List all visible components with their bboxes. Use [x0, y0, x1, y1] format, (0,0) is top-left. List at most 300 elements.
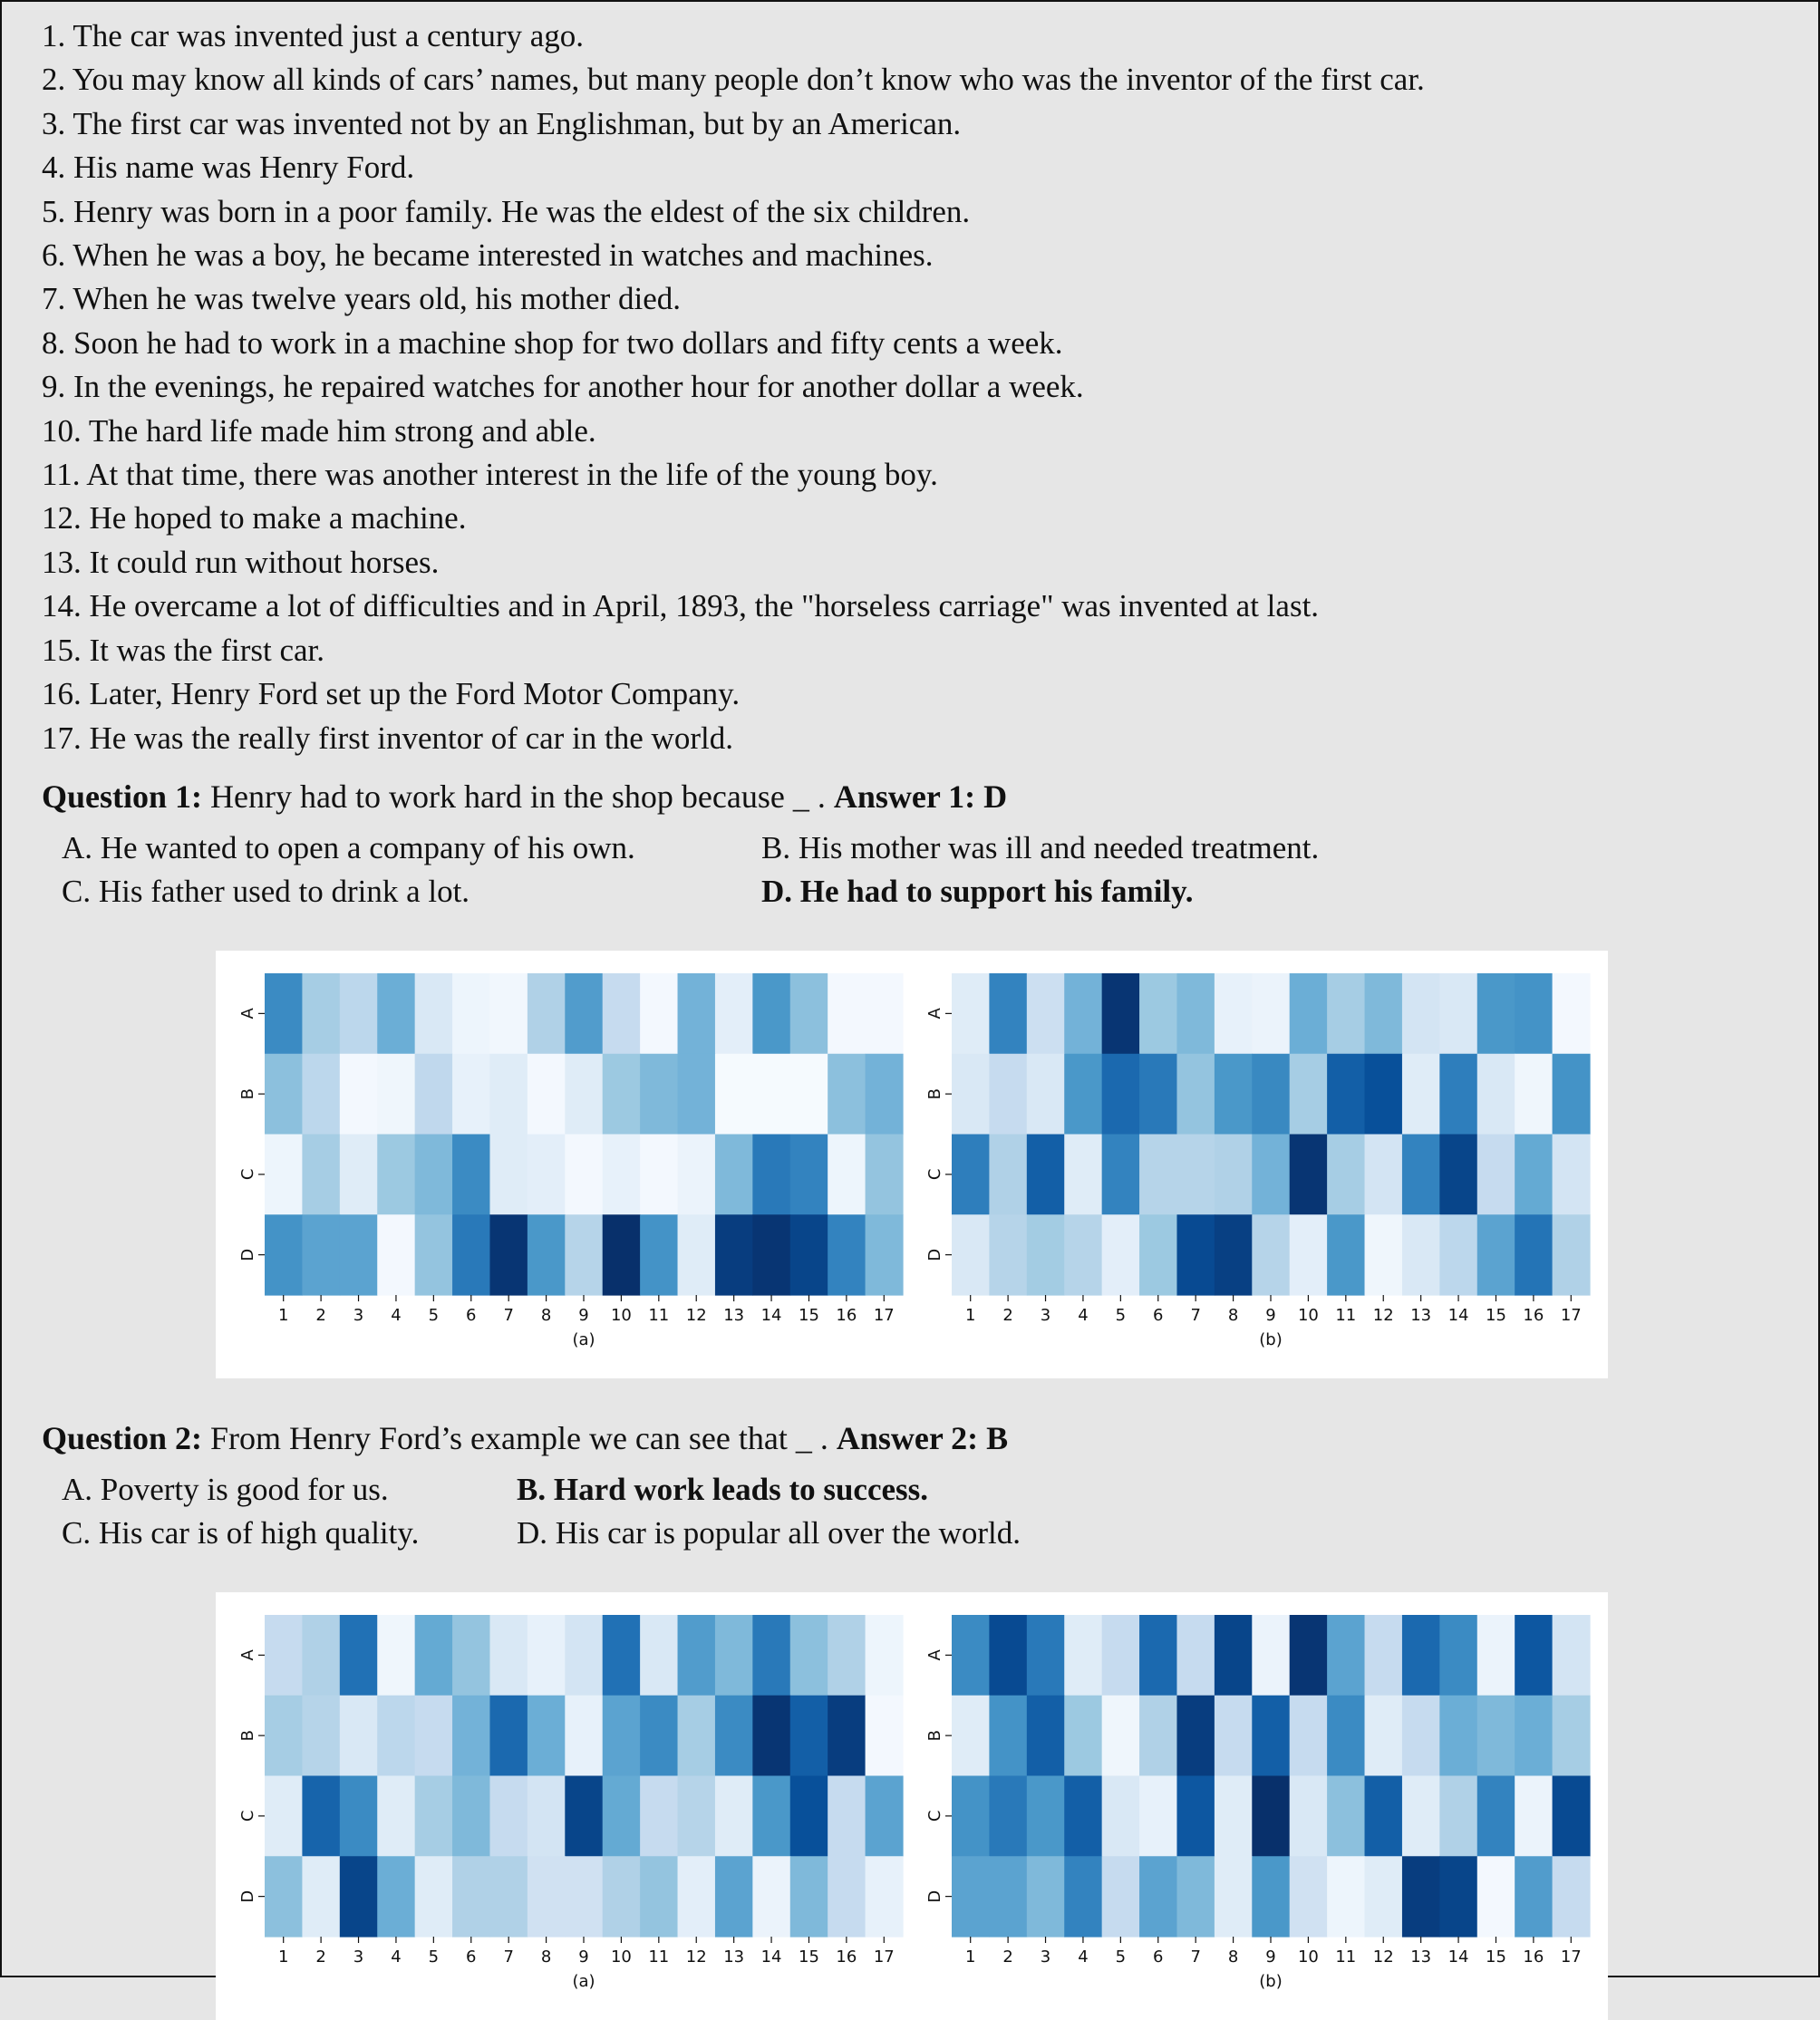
q1-b-cell-D-17: [1553, 1214, 1591, 1295]
q1-b-cell-B-13: [1402, 1054, 1440, 1135]
q2-b-heatmap: [925, 1615, 1591, 1991]
q2-a-cell-A-8: [528, 1615, 566, 1696]
question-2-answer: Answer 2: B: [836, 1420, 1009, 1456]
heatmap-figure-question-1: [216, 951, 1608, 1378]
q1-a-col-label-3: 3: [353, 1306, 364, 1325]
q2-a-cell-C-11: [640, 1776, 678, 1857]
q2-a-cell-C-8: [528, 1776, 566, 1857]
q1-b-col-label-4: 4: [1078, 1306, 1089, 1325]
q1-a-cell-A-5: [415, 973, 453, 1054]
q1-a-cell-D-11: [640, 1214, 678, 1295]
q1-b-cell-C-5: [1102, 1135, 1140, 1215]
q2-b-cell-D-16: [1515, 1856, 1553, 1937]
question-2-text: From Henry Ford’s example we can see that _ .: [210, 1420, 828, 1456]
q2-b-col-label-15: 15: [1486, 1948, 1506, 1967]
q2-b-cell-C-14: [1439, 1776, 1477, 1857]
q1-a-cell-C-2: [302, 1135, 340, 1215]
q2-b-cell-A-16: [1515, 1615, 1553, 1696]
q2-b-cell-A-2: [989, 1615, 1027, 1696]
q2-a-cell-B-1: [265, 1696, 303, 1776]
q1-a-cell-C-14: [752, 1135, 790, 1215]
q1-b-row-label-C: C: [925, 1168, 944, 1181]
q1-a-col-label-8: 8: [540, 1306, 552, 1325]
q1-a-col-label-16: 16: [836, 1306, 857, 1325]
question-1-text: Henry had to work hard in the shop because _ .: [210, 778, 826, 815]
q2-b-cell-B-1: [952, 1696, 990, 1776]
q2-a-cell-A-4: [377, 1615, 415, 1696]
q1-a-col-label-12: 12: [685, 1306, 707, 1325]
q2-a-cell-B-3: [340, 1696, 378, 1776]
q1-a-cell-A-6: [452, 973, 490, 1054]
question-2-label: Question 2:: [42, 1420, 203, 1456]
q1-b-cell-C-16: [1515, 1135, 1553, 1215]
q2-b-col-label-11: 11: [1335, 1948, 1357, 1967]
q1-b-cell-C-7: [1176, 1135, 1215, 1215]
q1-a-cell-C-16: [828, 1135, 866, 1215]
q2-b-cell-D-8: [1215, 1856, 1253, 1937]
q1-b-cell-C-9: [1252, 1135, 1290, 1215]
q2-a-panel-caption: (a): [572, 1972, 595, 1991]
sentence-7: 7. When he was twelve years old, his mother died.: [42, 281, 682, 317]
q2-b-cell-B-12: [1365, 1696, 1403, 1776]
q2-a-col-label-13: 13: [723, 1948, 745, 1967]
q2-a-cell-C-15: [790, 1776, 828, 1857]
question-1-option-b: B. His mother was ill and needed treatment.: [761, 830, 1320, 865]
q1-b-cell-C-3: [1027, 1135, 1065, 1215]
q1-b-cell-B-8: [1215, 1054, 1253, 1135]
q2-a-cell-A-2: [302, 1615, 340, 1696]
q2-b-cell-C-8: [1215, 1776, 1253, 1857]
q1-b-cell-B-15: [1477, 1054, 1515, 1135]
q1-a-col-label-13: 13: [723, 1306, 745, 1325]
figure-question-1: [216, 951, 1608, 1378]
q2-a-cell-D-13: [715, 1856, 753, 1937]
q1-a-cell-B-11: [640, 1054, 678, 1135]
q2-a-cell-B-11: [640, 1696, 678, 1776]
question-2-option-b-correct: B. Hard work leads to success.: [517, 1472, 929, 1507]
q1-a-cell-D-16: [828, 1214, 866, 1295]
q2-b-cell-B-6: [1139, 1696, 1177, 1776]
q1-a-cell-B-1: [265, 1054, 303, 1135]
q2-b-col-label-10: 10: [1297, 1948, 1319, 1967]
q1-b-cell-A-12: [1365, 973, 1403, 1054]
q2-b-cell-D-15: [1477, 1856, 1515, 1937]
q1-a-cell-B-12: [678, 1054, 716, 1135]
q1-a-col-label-4: 4: [391, 1306, 402, 1325]
q1-b-cell-B-16: [1515, 1054, 1553, 1135]
q2-a-cell-A-6: [452, 1615, 490, 1696]
sentence-1: 1. The car was invented just a century ago.: [42, 18, 585, 53]
q1-a-cell-A-10: [603, 973, 641, 1054]
q2-a-cell-D-10: [603, 1856, 641, 1937]
q1-b-cell-C-15: [1477, 1135, 1515, 1215]
q2-a-cell-A-16: [828, 1615, 866, 1696]
q2-a-cell-D-16: [828, 1856, 866, 1937]
q2-b-cell-A-14: [1439, 1615, 1477, 1696]
q2-a-cell-C-9: [565, 1776, 603, 1857]
q2-b-cell-C-5: [1102, 1776, 1140, 1857]
q1-b-cell-A-3: [1027, 973, 1065, 1054]
sentence-5: 5. Henry was born in a poor family. He was the eldest of the six children.: [42, 193, 971, 229]
q1-b-col-label-2: 2: [1002, 1306, 1013, 1325]
q1-a-cell-A-1: [265, 973, 303, 1054]
q2-b-cell-B-7: [1176, 1696, 1215, 1776]
q2-b-cell-C-9: [1252, 1776, 1290, 1857]
q1-a-cell-B-17: [866, 1054, 904, 1135]
q2-a-cell-B-4: [377, 1696, 415, 1776]
q2-a-cell-C-7: [489, 1776, 528, 1857]
q2-b-col-label-9: 9: [1265, 1948, 1276, 1967]
q2-b-cell-D-9: [1252, 1856, 1290, 1937]
question-1-option-d-correct: D. He had to support his family.: [761, 874, 1194, 909]
q1-b-col-label-8: 8: [1227, 1306, 1239, 1325]
q2-a-cell-A-14: [752, 1615, 790, 1696]
q1-a-cell-B-2: [302, 1054, 340, 1135]
q1-b-cell-A-9: [1252, 973, 1290, 1054]
sentence-2: 2. You may know all kinds of cars’ names, but many people don’t know who was the inventor of the first car.: [42, 62, 1425, 98]
q1-b-cell-A-1: [952, 973, 990, 1054]
q1-b-cell-B-2: [989, 1054, 1027, 1135]
q2-b-row-label-C: C: [925, 1810, 944, 1822]
q2-a-cell-B-17: [866, 1696, 904, 1776]
q1-b-cell-D-10: [1290, 1214, 1328, 1295]
q2-a-cell-A-10: [603, 1615, 641, 1696]
q2-a-row-label-C: C: [238, 1810, 257, 1822]
q2-b-cell-C-7: [1176, 1776, 1215, 1857]
q2-b-cell-A-1: [952, 1615, 990, 1696]
q2-a-cell-B-13: [715, 1696, 753, 1776]
q1-a-cell-C-4: [377, 1135, 415, 1215]
q2-a-cell-D-5: [415, 1856, 453, 1937]
q1-a-cell-D-10: [603, 1214, 641, 1295]
q1-b-cell-C-12: [1365, 1135, 1403, 1215]
q2-b-col-label-3: 3: [1040, 1948, 1051, 1967]
q1-b-cell-A-13: [1402, 973, 1440, 1054]
q1-b-cell-B-11: [1327, 1054, 1365, 1135]
q2-b-cell-C-12: [1365, 1776, 1403, 1857]
q2-b-cell-D-5: [1102, 1856, 1140, 1937]
q2-b-col-label-5: 5: [1115, 1948, 1127, 1967]
q2-a-cell-D-17: [866, 1856, 904, 1937]
q1-b-cell-C-8: [1215, 1135, 1253, 1215]
q1-a-cell-B-4: [377, 1054, 415, 1135]
q1-b-col-label-6: 6: [1153, 1306, 1164, 1325]
sentence-12: 12. He hoped to make a machine.: [42, 500, 467, 536]
q2-a-col-label-10: 10: [610, 1948, 632, 1967]
q1-b-cell-B-14: [1439, 1054, 1477, 1135]
q2-b-cell-C-10: [1290, 1776, 1328, 1857]
q2-b-cell-A-4: [1064, 1615, 1102, 1696]
q1-b-row-label-D: D: [925, 1248, 944, 1261]
q2-b-cell-C-15: [1477, 1776, 1515, 1857]
q1-b-cell-C-13: [1402, 1135, 1440, 1215]
q2-a-col-label-14: 14: [760, 1948, 782, 1967]
q1-b-cell-A-10: [1290, 973, 1328, 1054]
q1-b-col-label-12: 12: [1372, 1306, 1394, 1325]
q1-b-col-label-14: 14: [1447, 1306, 1469, 1325]
q2-b-cell-C-4: [1064, 1776, 1102, 1857]
question-2: [42, 1419, 1008, 1457]
q2-a-cell-D-11: [640, 1856, 678, 1937]
q2-b-cell-A-12: [1365, 1615, 1403, 1696]
q2-a-cell-B-10: [603, 1696, 641, 1776]
q1-a-cell-A-2: [302, 973, 340, 1054]
q2-b-row-label-B: B: [925, 1729, 944, 1742]
q2-b-cell-D-10: [1290, 1856, 1328, 1937]
q2-a-cell-A-11: [640, 1615, 678, 1696]
q1-a-cell-C-12: [678, 1135, 716, 1215]
sentence-13: 13. It could run without horses.: [42, 544, 440, 580]
q1-a-col-label-7: 7: [503, 1306, 514, 1325]
q1-a-cell-A-11: [640, 973, 678, 1054]
q1-b-col-label-3: 3: [1040, 1306, 1051, 1325]
q2-b-cell-B-9: [1252, 1696, 1290, 1776]
q1-a-cell-A-12: [678, 973, 716, 1054]
sentence-10: 10. The hard life made him strong and able.: [42, 412, 596, 449]
q1-b-cell-D-14: [1439, 1214, 1477, 1295]
q2-a-cell-A-13: [715, 1615, 753, 1696]
q2-b-cell-B-13: [1402, 1696, 1440, 1776]
q2-b-col-label-2: 2: [1002, 1948, 1013, 1967]
q1-b-cell-D-4: [1064, 1214, 1102, 1295]
q2-a-cell-D-9: [565, 1856, 603, 1937]
q2-a-col-label-11: 11: [648, 1948, 670, 1967]
q1-b-cell-D-3: [1027, 1214, 1065, 1295]
q1-a-cell-C-11: [640, 1135, 678, 1215]
q1-b-col-label-9: 9: [1265, 1306, 1276, 1325]
q2-a-row-label-B: B: [238, 1729, 257, 1742]
q1-a-col-label-14: 14: [760, 1306, 782, 1325]
q2-a-cell-C-13: [715, 1776, 753, 1857]
q2-a-cell-A-15: [790, 1615, 828, 1696]
q2-b-cell-D-2: [989, 1856, 1027, 1937]
q2-a-cell-A-9: [565, 1615, 603, 1696]
q1-a-cell-B-3: [340, 1054, 378, 1135]
q1-a-cell-B-14: [752, 1054, 790, 1135]
q2-b-cell-B-8: [1215, 1696, 1253, 1776]
question-1-option-a: A. He wanted to open a company of his own.: [62, 830, 635, 865]
q1-a-cell-B-5: [415, 1054, 453, 1135]
q1-b-cell-D-16: [1515, 1214, 1553, 1295]
q1-b-col-label-15: 15: [1486, 1306, 1506, 1325]
sentence-16: 16. Later, Henry Ford set up the Ford Motor Company.: [42, 676, 741, 712]
q1-a-col-label-11: 11: [648, 1306, 670, 1325]
q1-a-row-label-B: B: [238, 1087, 257, 1100]
q2-a-cell-B-15: [790, 1696, 828, 1776]
q1-b-col-label-13: 13: [1410, 1306, 1432, 1325]
q1-a-cell-B-6: [452, 1054, 490, 1135]
q2-a-cell-B-12: [678, 1696, 716, 1776]
q1-b-cell-B-3: [1027, 1054, 1065, 1135]
q2-a-cell-B-2: [302, 1696, 340, 1776]
q2-b-col-label-6: 6: [1153, 1948, 1164, 1967]
q2-b-cell-D-1: [952, 1856, 990, 1937]
q1-b-col-label-10: 10: [1297, 1306, 1319, 1325]
q2-b-col-label-4: 4: [1078, 1948, 1089, 1967]
q1-a-cell-C-10: [603, 1135, 641, 1215]
q2-b-cell-D-17: [1553, 1856, 1591, 1937]
q2-a-cell-C-2: [302, 1776, 340, 1857]
q2-a-col-label-17: 17: [873, 1948, 895, 1967]
q1-b-row-label-A: A: [925, 1008, 944, 1020]
q2-a-cell-D-7: [489, 1856, 528, 1937]
q1-b-cell-B-5: [1102, 1054, 1140, 1135]
q2-a-cell-C-3: [340, 1776, 378, 1857]
q1-b-cell-C-17: [1553, 1135, 1591, 1215]
q2-a-cell-C-14: [752, 1776, 790, 1857]
q2-a-col-label-4: 4: [391, 1948, 402, 1967]
q2-b-col-label-14: 14: [1447, 1948, 1469, 1967]
q1-b-col-label-11: 11: [1335, 1306, 1357, 1325]
q2-b-col-label-7: 7: [1190, 1948, 1201, 1967]
q2-a-cell-C-10: [603, 1776, 641, 1857]
q2-b-cell-C-17: [1553, 1776, 1591, 1857]
q1-b-cell-C-6: [1139, 1135, 1177, 1215]
q2-a-cell-D-6: [452, 1856, 490, 1937]
q1-a-cell-A-17: [866, 973, 904, 1054]
q1-a-panel-caption: (a): [572, 1330, 595, 1349]
q2-a-cell-D-2: [302, 1856, 340, 1937]
q1-a-cell-D-7: [489, 1214, 528, 1295]
q2-b-cell-A-15: [1477, 1615, 1515, 1696]
q1-a-cell-D-2: [302, 1214, 340, 1295]
q1-b-cell-D-2: [989, 1214, 1027, 1295]
q2-b-cell-C-6: [1139, 1776, 1177, 1857]
q2-b-col-label-17: 17: [1560, 1948, 1582, 1967]
question-2-option-d: D. His car is popular all over the world.: [517, 1515, 1021, 1551]
q2-a-col-label-8: 8: [540, 1948, 552, 1967]
q1-b-row-label-B: B: [925, 1087, 944, 1100]
q2-a-cell-A-3: [340, 1615, 378, 1696]
q1-a-cell-B-10: [603, 1054, 641, 1135]
q2-b-panel-caption: (b): [1259, 1972, 1283, 1991]
q1-b-cell-A-6: [1139, 973, 1177, 1054]
q1-b-cell-A-16: [1515, 973, 1553, 1054]
q1-a-cell-B-9: [565, 1054, 603, 1135]
q1-b-cell-D-1: [952, 1214, 990, 1295]
q1-a-cell-C-6: [452, 1135, 490, 1215]
question-2-option-a: A. Poverty is good for us.: [62, 1472, 389, 1507]
q1-a-cell-A-4: [377, 973, 415, 1054]
q2-a-cell-D-3: [340, 1856, 378, 1937]
q1-a-cell-B-8: [528, 1054, 566, 1135]
q1-b-cell-B-1: [952, 1054, 990, 1135]
sentence-4: 4. His name was Henry Ford.: [42, 150, 415, 186]
q1-a-row-label-C: C: [238, 1168, 257, 1181]
sentence-3: 3. The first car was invented not by an Englishman, but by an American.: [42, 105, 962, 141]
q2-a-col-label-3: 3: [353, 1948, 364, 1967]
q1-b-cell-C-1: [952, 1135, 990, 1215]
q2-a-cell-C-5: [415, 1776, 453, 1857]
q1-a-cell-B-16: [828, 1054, 866, 1135]
q2-a-cell-D-1: [265, 1856, 303, 1937]
q1-a-cell-A-16: [828, 973, 866, 1054]
q1-b-cell-D-15: [1477, 1214, 1515, 1295]
q1-a-cell-A-3: [340, 973, 378, 1054]
q1-b-cell-D-12: [1365, 1214, 1403, 1295]
q2-a-cell-C-17: [866, 1776, 904, 1857]
q2-b-cell-A-11: [1327, 1615, 1365, 1696]
q2-a-row-label-A: A: [238, 1649, 257, 1661]
q1-b-cell-A-14: [1439, 973, 1477, 1054]
q2-b-cell-B-11: [1327, 1696, 1365, 1776]
q2-a-cell-B-6: [452, 1696, 490, 1776]
q2-a-cell-C-1: [265, 1776, 303, 1857]
q1-a-col-label-10: 10: [610, 1306, 632, 1325]
q2-b-cell-D-7: [1176, 1856, 1215, 1937]
q1-b-cell-B-12: [1365, 1054, 1403, 1135]
q2-a-cell-B-14: [752, 1696, 790, 1776]
q1-b-cell-C-2: [989, 1135, 1027, 1215]
q1-a-row-label-A: A: [238, 1008, 257, 1020]
q1-a-cell-B-15: [790, 1054, 828, 1135]
q2-a-cell-B-16: [828, 1696, 866, 1776]
q2-a-cell-B-9: [565, 1696, 603, 1776]
q1-a-cell-C-5: [415, 1135, 453, 1215]
q1-b-cell-C-14: [1439, 1135, 1477, 1215]
q2-b-col-label-12: 12: [1372, 1948, 1394, 1967]
q2-a-col-label-5: 5: [428, 1948, 440, 1967]
q1-a-col-label-15: 15: [799, 1306, 819, 1325]
q1-a-cell-A-7: [489, 973, 528, 1054]
q2-b-cell-A-10: [1290, 1615, 1328, 1696]
q2-b-cell-A-6: [1139, 1615, 1177, 1696]
q2-b-cell-B-5: [1102, 1696, 1140, 1776]
q2-b-col-label-8: 8: [1227, 1948, 1239, 1967]
q2-a-col-label-16: 16: [836, 1948, 857, 1967]
q1-a-col-label-6: 6: [466, 1306, 477, 1325]
q2-b-row-label-A: A: [925, 1649, 944, 1661]
q1-b-cell-D-9: [1252, 1214, 1290, 1295]
q2-b-cell-D-14: [1439, 1856, 1477, 1937]
q2-a-cell-C-4: [377, 1776, 415, 1857]
q1-a-cell-C-15: [790, 1135, 828, 1215]
q1-b-cell-A-7: [1176, 973, 1215, 1054]
q2-b-cell-D-4: [1064, 1856, 1102, 1937]
q2-b-col-label-13: 13: [1410, 1948, 1432, 1967]
q2-a-cell-A-1: [265, 1615, 303, 1696]
q1-b-cell-B-6: [1139, 1054, 1177, 1135]
q1-a-cell-C-13: [715, 1135, 753, 1215]
q2-b-col-label-1: 1: [964, 1948, 976, 1967]
q1-b-cell-D-6: [1139, 1214, 1177, 1295]
q1-b-col-label-16: 16: [1523, 1306, 1544, 1325]
q1-a-cell-D-13: [715, 1214, 753, 1295]
q1-a-col-label-5: 5: [428, 1306, 440, 1325]
q1-a-cell-A-15: [790, 973, 828, 1054]
q1-a-cell-D-1: [265, 1214, 303, 1295]
q2-a-heatmap: [238, 1615, 904, 1991]
q2-a-cell-A-17: [866, 1615, 904, 1696]
q1-b-cell-B-17: [1553, 1054, 1591, 1135]
q1-b-cell-B-7: [1176, 1054, 1215, 1135]
q1-b-cell-B-4: [1064, 1054, 1102, 1135]
q2-a-cell-C-12: [678, 1776, 716, 1857]
q2-b-cell-B-17: [1553, 1696, 1591, 1776]
q2-a-row-label-D: D: [238, 1890, 257, 1903]
q1-a-row-label-D: D: [238, 1248, 257, 1261]
q2-b-cell-B-3: [1027, 1696, 1065, 1776]
q1-a-cell-D-9: [565, 1214, 603, 1295]
q1-b-heatmap: [925, 973, 1591, 1349]
q1-b-col-label-5: 5: [1115, 1306, 1127, 1325]
q1-a-cell-B-13: [715, 1054, 753, 1135]
q1-b-col-label-1: 1: [964, 1306, 976, 1325]
q1-a-heatmap: [238, 973, 904, 1349]
q2-b-cell-B-4: [1064, 1696, 1102, 1776]
heatmap-figure-question-2: [216, 1592, 1608, 2020]
q1-a-cell-D-8: [528, 1214, 566, 1295]
